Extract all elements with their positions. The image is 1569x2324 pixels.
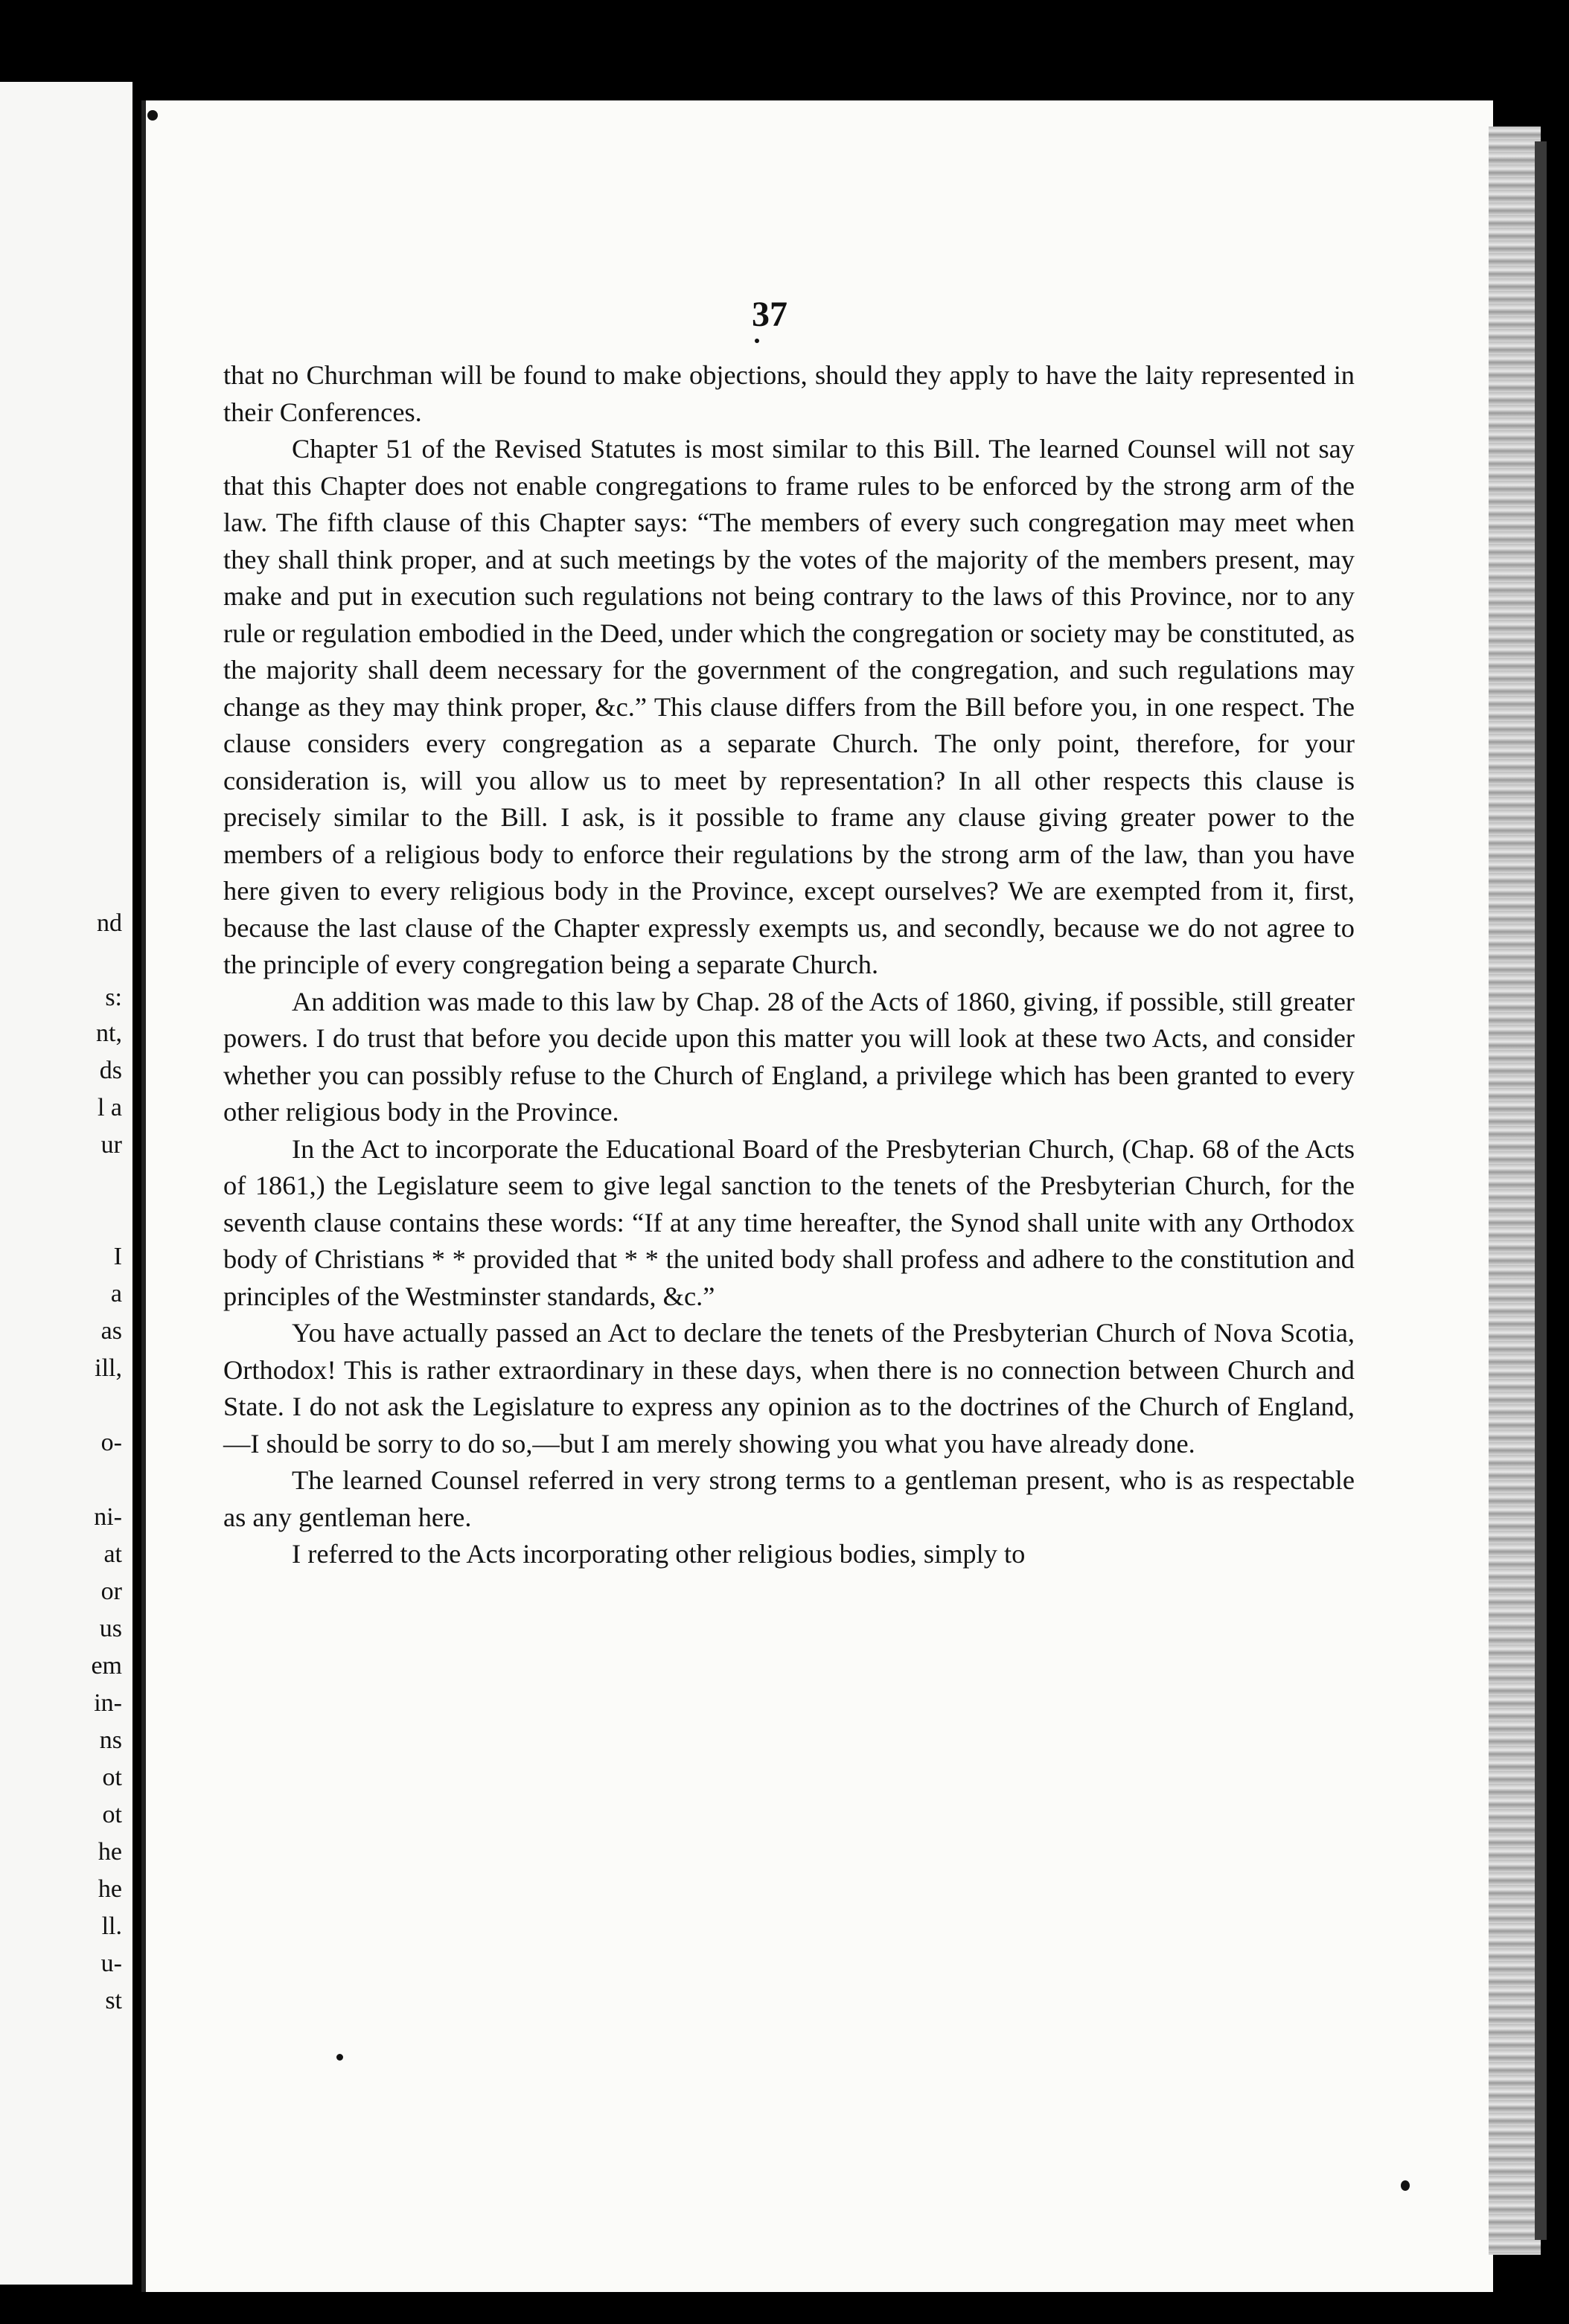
ink-speck [147,110,158,121]
facing-page-fragment: a [110,1280,122,1307]
page-edges [1489,127,1541,2255]
facing-page-fragment: ill, [95,1354,122,1382]
facing-page-fragment: us [99,1615,122,1642]
facing-page-fragment: s: [105,984,122,1011]
facing-page-fragment: ds [99,1057,122,1084]
facing-page-fragment: in- [94,1689,122,1717]
facing-page-fragment: u- [100,1950,122,1977]
paragraph: The learned Counsel referred in very strong terms to a gentleman present, who is as respectable as any gentleman here. [223,1465,1355,1532]
facing-page-fragment: ll. [101,1912,122,1940]
ink-speck [1401,2180,1410,2191]
body-text [223,357,1355,1573]
paragraph: You have actually passed an Act to declare the tenets of the Presbyterian Church of Nova Scotia, Orthodox! This is rather extraordinary in these days, when there is no connection between Church and State. I do not ask the Legislature to express any opinion as to the doctrines of the Church of England,—I should be sorry to do so,—but I am merely showing you what you have already done. [223,1318,1355,1459]
facing-page-fragment: nd [97,909,122,937]
paragraph: In the Act to incorporate the Educational Board of the Presbyterian Church, (Chap. 68 of the Acts of 1861,) the Legislature seem to give legal sanction to the tenets of the Presbyterian Church, for the seventh clause contains these words: “If at any time hereafter, the Synod shall unite with any Orthodox body of Christians * * provided that * * the united body shall profess and adhere to the constitution and principles of the Westminster standards, &c.” [223,1133,1355,1311]
facing-page-fragment: he [98,1838,122,1866]
paragraph: An addition was made to this law by Chap. 28 of the Acts of 1860, giving, if possible, still greater powers. I do trust that before you decide upon this matter you will look at these two Acts, and consider whether you can possibly refuse to the Church of England, a privilege which has been granted to every other religious body in the Province. [223,986,1355,1127]
facing-page-fragment: as [100,1317,122,1345]
facing-page-fragment: st [105,1987,122,2014]
facing-page-edge [0,82,132,2285]
facing-page-fragment: nt, [96,1019,122,1047]
facing-page-fragment: ns [99,1726,122,1754]
page-number: 37 [752,295,787,334]
ink-speck [755,339,759,343]
facing-page-fragment: ot [102,1764,122,1791]
spine-shadow [1535,141,1547,2240]
facing-page-fragment: em [91,1652,122,1680]
facing-page-fragment: he [98,1875,122,1903]
facing-page-fragment: or [100,1578,122,1605]
facing-page-fragment: ur [100,1131,122,1159]
facing-page-fragment: at [103,1540,122,1568]
paragraph: that no Churchman will be found to make objections, should they apply to have the laity represented in their Conferences. [223,360,1355,427]
facing-page-fragment: I [113,1243,122,1270]
paragraph: Chapter 51 of the Revised Statutes is most similar to this Bill. The learned Counsel will not say that this Chapter does not enable congregations to frame rules to be enforced by the strong arm of the law. The fifth clause of this Chapter says: “The members of every such congregation may meet when they shall think proper, and at such meetings by the votes of the majority of the members present, may make and put in execution such regulations not being contrary to the laws of this Province, nor to any rule or regulation embodied in the Deed, under which the congregation or society may be constituted, as the majority shall deem necessary for the government of the congregation, and such regulations may change as they may think proper, &c.” This clause differs from the Bill before you, in one respect. The clause considers every congregation as a separate Church. The only point, therefore, for your consideration is, will you allow us to meet by representation? In all other respects this clause is precisely similar to the Bill. I ask, is it possible to frame any clause giving greater power to the members of a religious body to enforce their regulations by the strong arm of the law, than you have here given to every religious body in the Province, except ourselves? We are exempted from it, first, because the last clause of the Chapter expressly exempts us, and secondly, because we do not agree to the principle of every congregation being a separate Church. [223,434,1355,979]
facing-page-fragment: ni- [94,1503,122,1531]
facing-page-fragment: ot [102,1801,122,1828]
facing-page-fragment: l a [97,1094,122,1121]
paragraph: I referred to the Acts incorporating other religious bodies, simply to [292,1539,1026,1569]
facing-page-fragment: o- [100,1429,122,1456]
ink-speck [336,2054,343,2061]
